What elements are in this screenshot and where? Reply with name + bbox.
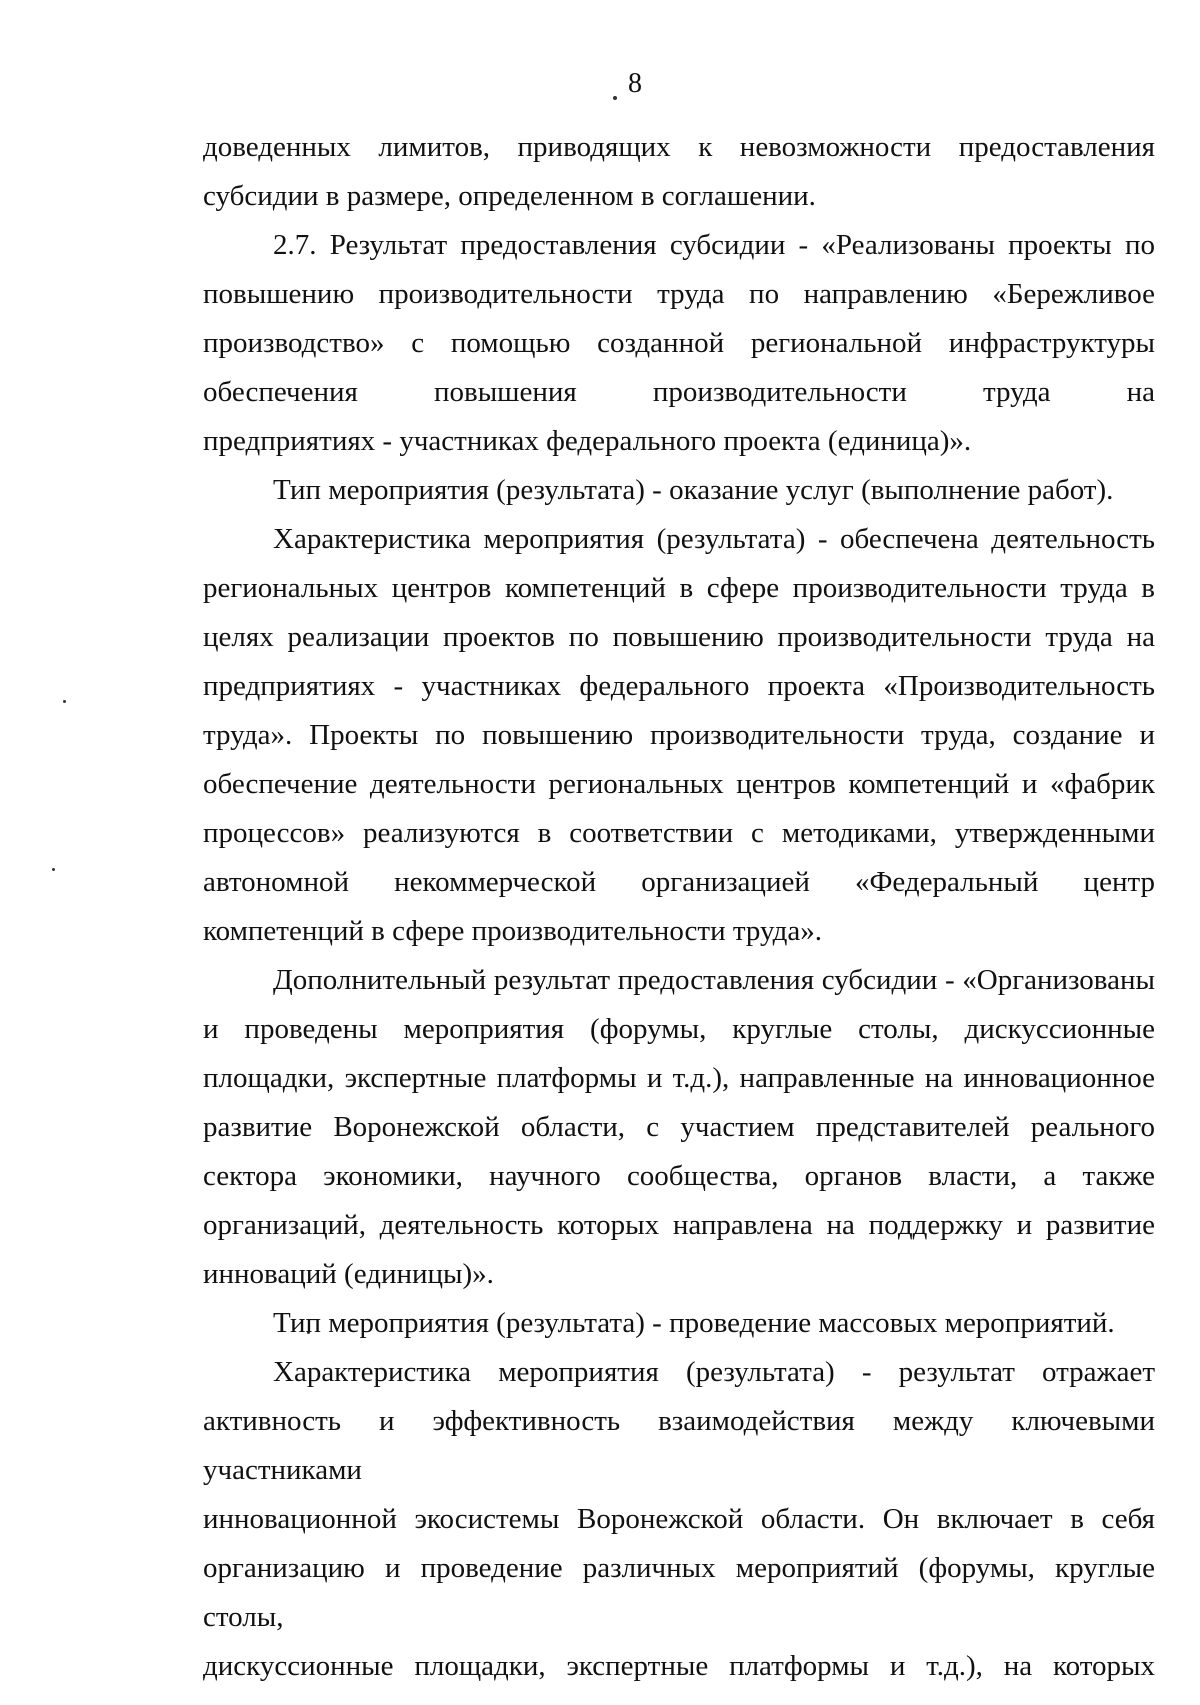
text-line: инновационной экосистемы Воронежской области. Он включает в себя: [203, 1503, 1155, 1535]
paragraph: [203, 515, 1155, 956]
text-line: субсидии в размере, определенном в соглашении.: [203, 180, 816, 212]
text-line: повышению производительности труда по направлению «Бережливое: [203, 278, 1155, 310]
text-line: Характеристика мероприятия (результата) - обеспечена деятельность: [273, 523, 1155, 555]
text-line: организаций, деятельность которых направлена на поддержку и развитие: [203, 1209, 1155, 1241]
text-line: региональных центров компетенций в сфере производительности труда в: [203, 572, 1155, 604]
text-line: процессов» реализуются в соответствии с методиками, утвержденными: [203, 817, 1155, 849]
text-line: Характеристика мероприятия (результата) - результат отражает: [273, 1356, 1155, 1388]
text-line: инноваций (единицы)».: [203, 1258, 494, 1290]
text-line: предприятиях - участниках федерального проекта (единица)».: [203, 425, 972, 457]
scan-speck: [52, 868, 55, 871]
paragraph: [203, 1348, 1155, 1691]
document-body: [203, 123, 1155, 1691]
text-line: обеспечение деятельности региональных центров компетенций и «фабрик: [203, 768, 1155, 800]
text-line: компетенций в сфере производительности труда».: [203, 915, 823, 947]
text-line: автономной некоммерческой организацией «Федеральный центр: [203, 866, 1155, 898]
text-line: дискуссионные площадки, экспертные платформы и т.д.), на которых: [203, 1650, 1155, 1682]
text-line: сектора экономики, научного сообщества, органов власти, а также: [203, 1160, 1155, 1192]
scan-speck: [63, 700, 66, 703]
text-line: Тип мероприятия (результата) - оказание услуг (выполнение работ).: [273, 474, 1114, 506]
text-line: и проведены мероприятия (форумы, круглые столы, дискуссионные: [203, 1013, 1155, 1045]
text-line: площадки, экспертные платформы и т.д.), направленные на инновационное: [203, 1062, 1155, 1094]
paragraph: [203, 466, 1155, 515]
text-line: труда». Проекты по повышению производительности труда, создание и: [203, 719, 1155, 751]
paragraph: [203, 956, 1155, 1299]
text-line: производство» с помощью созданной региональной инфраструктуры: [203, 327, 1155, 359]
paragraph: [203, 221, 1155, 466]
text-line: организацию и проведение различных мероприятий (форумы, круглые столы,: [203, 1552, 1155, 1633]
text-line: активность и эффективность взаимодействия между ключевыми участниками: [203, 1405, 1155, 1486]
text-line: развитие Воронежской области, с участием представителей реального: [203, 1111, 1155, 1143]
page-number: 8: [628, 68, 642, 99]
paragraph: [203, 123, 1155, 221]
text-line: обеспечения повышения производительности труда на: [203, 376, 1155, 408]
text-line: целях реализации проектов по повышению производительности труда на: [203, 621, 1155, 653]
paragraph: [203, 1299, 1155, 1348]
text-line: Дополнительный результат предоставления субсидии - «Организованы: [273, 964, 1155, 996]
text-line: доведенных лимитов, приводящих к невозможности предоставления: [203, 131, 1155, 163]
text-line: 2.7. Результат предоставления субсидии - «Реализованы проекты по: [273, 229, 1155, 261]
text-line: Тип мероприятия (результата) - проведение массовых мероприятий.: [273, 1307, 1115, 1339]
text-line: предприятиях - участниках федерального проекта «Производительность: [203, 670, 1155, 702]
